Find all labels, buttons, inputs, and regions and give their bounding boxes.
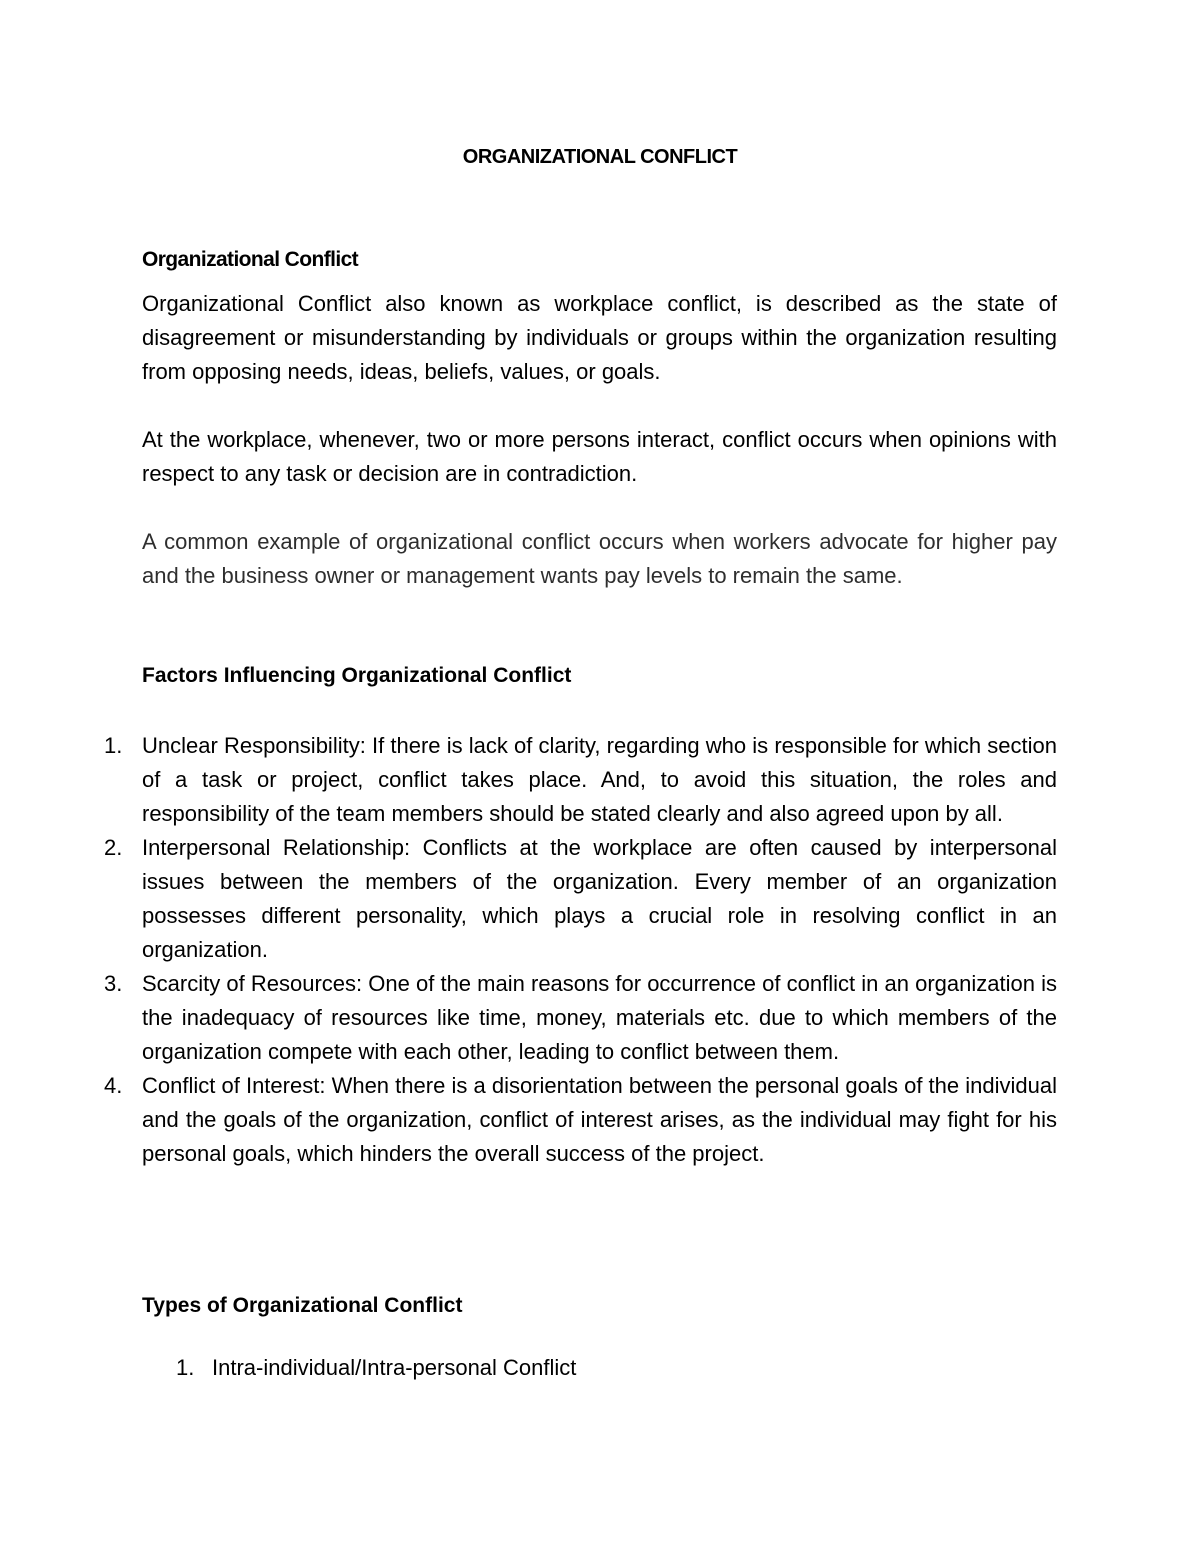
factors-list — [100, 729, 1057, 1171]
list-item — [100, 831, 1057, 967]
list-item — [100, 967, 1057, 1069]
list-item-number: 2. — [104, 835, 123, 860]
section-heading-factors: Factors Influencing Organizational Conflict — [142, 664, 572, 687]
list-item-text: Unclear Responsibility: If there is lack of clarity, regarding who is responsible for which section of a task or project, conflict takes place. And, to avoid this situation, the roles and responsibility of the team members should be stated clearly and also agreed upon by all. — [142, 733, 1057, 826]
list-item-text: Intra-individual/Intra-personal Conflict — [212, 1355, 577, 1380]
list-item — [100, 1069, 1057, 1171]
paragraph-workplace: At the workplace, whenever, two or more persons interact, conflict occurs when opinions with respect to any task or decision are in contradiction. — [142, 427, 1057, 486]
list-item-text: Interpersonal Relationship: Conflicts at the workplace are often caused by interpersonal issues between the members of the organization. Every member of an organization possesses different personality, which plays a crucial role in resolving conflict in an organization. — [142, 835, 1057, 962]
document-title: ORGANIZATIONAL CONFLICT — [462, 146, 738, 168]
list-item-text: Scarcity of Resources: One of the main reasons for occurrence of conflict in an organization is the inadequacy of resources like time, money, materials etc. due to which members of the organization compete with each other, leading to conflict between them. — [142, 971, 1057, 1064]
paragraph-definition: Organizational Conflict also known as workplace conflict, is described as the state of disagreement or misunderstanding by individuals or groups within the organization resulting from opposing needs, ideas, beliefs, values, or goals. — [142, 291, 1057, 384]
paragraph-example: A common example of organizational conflict occurs when workers advocate for higher pay and the business owner or management wants pay levels to remain the same. — [142, 529, 1057, 588]
list-item-number: 1. — [104, 733, 123, 758]
list-item-text: Conflict of Interest: When there is a disorientation between the personal goals of the individual and the goals of the organization, conflict of interest arises, as the individual may fight for his personal goals, which hinders the overall success of the project. — [142, 1073, 1057, 1166]
types-list — [170, 1351, 576, 1385]
section-heading-organizational-conflict: Organizational Conflict — [142, 248, 359, 271]
list-item — [170, 1351, 576, 1385]
list-item-number: 4. — [104, 1073, 123, 1098]
list-item — [100, 729, 1057, 831]
section-heading-types: Types of Organizational Conflict — [142, 1294, 463, 1317]
list-item-number: 3. — [104, 971, 123, 996]
list-item-number: 1. — [176, 1355, 195, 1380]
